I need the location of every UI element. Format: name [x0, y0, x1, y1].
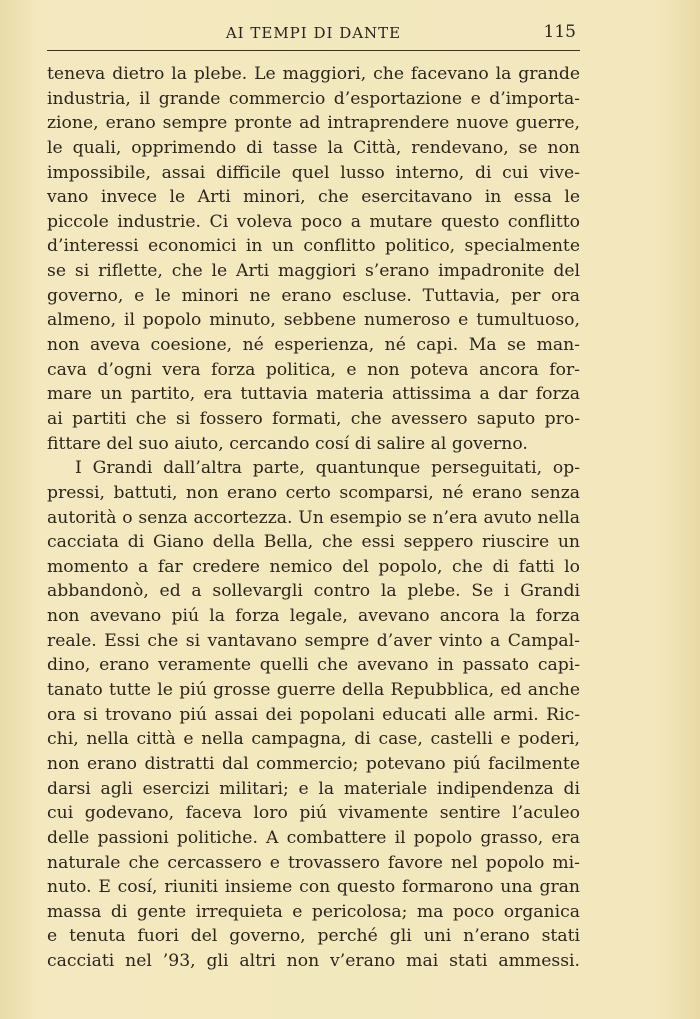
- text-line: momento a far credere nemico del popolo, che di fatti lo: [47, 556, 580, 577]
- text-line: fittare del suo aiuto, cercando cosí di salire al governo.: [47, 433, 528, 454]
- page-header: [47, 22, 580, 46]
- text-line: autorità o senza accortezza. Un esempio se n’era avuto nella: [47, 507, 580, 528]
- text-line: cui godevano, faceva loro piú vivamente sentire l’aculeo: [47, 803, 580, 824]
- text-line: nuto. E cosí, riuniti insieme con questo formarono una gran: [47, 877, 580, 898]
- text-line: se si riflette, che le Arti maggiori s’erano impadronite del: [47, 261, 580, 282]
- header-rule: [47, 50, 580, 51]
- text-line: cacciata di Giano della Bella, che essi seppero riuscire un: [47, 532, 580, 553]
- text-line: vano invece le Arti minori, che esercitavano in essa le: [47, 187, 580, 208]
- page-number: 115: [543, 22, 576, 42]
- paragraph-1: [47, 62, 580, 456]
- text-line: darsi agli esercizi militari; e la materiale indipendenza di: [47, 778, 580, 799]
- text-line: non erano distratti dal commercio; potevano piú facilmente: [47, 753, 580, 774]
- text-line: reale. Essi che si vantavano sempre d’aver vinto a Campal-: [47, 630, 580, 651]
- text-line: impossibile, assai difficile quel lusso interno, di cui vive-: [47, 162, 580, 183]
- text-line: pressi, battuti, non erano certo scomparsi, né erano senza: [47, 482, 580, 503]
- text-line: I Grandi dall’altra parte, quantunque perseguitati, op-: [75, 458, 580, 479]
- body-text: [47, 62, 580, 974]
- text-line: almeno, il popolo minuto, sebbene numeroso e tumultuoso,: [47, 310, 580, 331]
- text-line: ora si trovano piú assai dei popolani educati alle armi. Ric-: [47, 704, 580, 725]
- text-line: teneva dietro la plebe. Le maggiori, che facevano la grande: [47, 64, 580, 84]
- text-line: delle passioni politiche. A combattere il popolo grasso, era: [47, 827, 580, 848]
- text-line: cava d’ogni vera forza politica, e non poteva ancora for-: [47, 359, 580, 380]
- text-line: e tenuta fuori del governo, perché gli uni n’erano stati: [47, 926, 580, 947]
- text-line: zione, erano sempre pronte ad intraprendere nuove guerre,: [47, 113, 580, 134]
- text-line: piccole industrie. Ci voleva poco a mutare questo conflitto: [47, 211, 580, 232]
- text-line: mare un partito, era tuttavia materia attissima a dar forza: [47, 384, 580, 405]
- text-line: naturale che cercassero e trovassero favore nel popolo mi-: [47, 852, 580, 873]
- running-title: AI TEMPI DI DANTE: [225, 24, 402, 42]
- text-line: governo, e le minori ne erano escluse. Tuttavia, per ora: [47, 285, 580, 306]
- text-line: chi, nella città e nella campagna, di case, castelli e poderi,: [47, 729, 580, 750]
- text-line: dino, erano veramente quelli che avevano in passato capi-: [47, 655, 580, 676]
- text-line: massa di gente irrequieta e pericolosa; ma poco organica: [47, 901, 580, 922]
- text-line: non aveva coesione, né esperienza, né capi. Ma se man-: [47, 335, 580, 356]
- text-line: industria, il grande commercio d’esportazione e d’importa-: [47, 88, 580, 109]
- text-line: tanato tutte le piú grosse guerre della Repubblica, ed anche: [47, 680, 580, 701]
- text-line: le quali, opprimendo di tasse la Città, rendevano, se non: [47, 137, 580, 158]
- text-line: non avevano piú la forza legale, avevano ancora la forza: [47, 606, 580, 627]
- text-line: abbandonò, ed a sollevargli contro la plebe. Se i Grandi: [47, 581, 580, 602]
- text-line: ai partiti che si fossero formati, che avessero saputo pro-: [47, 408, 580, 429]
- text-line: cacciati nel ’93, gli altri non v’erano mai stati ammessi.: [47, 951, 580, 972]
- paragraph-2: [47, 456, 580, 973]
- text-line: d’interessi economici in un conflitto politico, specialmente: [47, 236, 580, 257]
